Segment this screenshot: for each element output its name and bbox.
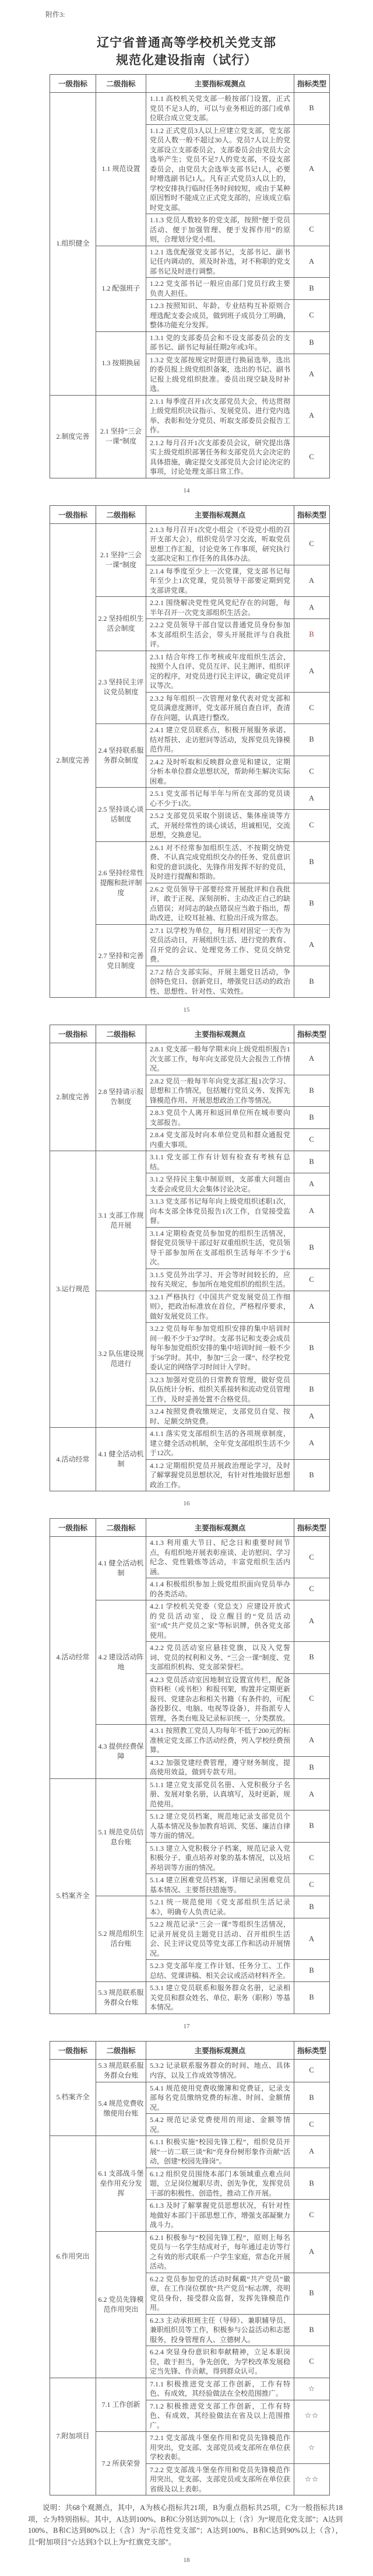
observation-cell: 2.1.1 每季度召开1次支部党员大会，传达贯彻上级党组织决议指示、发展党员、进行党内选举、表彰和处分党员、听取支部委员会报告工作。 — [146, 395, 294, 436]
column-header: 主要指标观测点 — [146, 505, 294, 523]
indicator-type-cell: A — [294, 1600, 330, 1642]
observation-cell: 3.2.1 严格执行《中国共产党发展党员工作细则》，把政治标准放在首位，严格程序要求，做好发展党员工作。 — [146, 1291, 294, 1323]
observation-cell: 5.1.1 建立党支部党员名册、入党积极分子名册、发展对象名册，认真填写，及时更新，规范使用。 — [146, 1778, 294, 1810]
indicator-table — [50, 505, 330, 998]
observation-cell: 6.2.4 突显身份意识和奉献精神，立足本职岗位，敢于担当，争先创优，为学校改革发展稳定当先锋、作贡献，得到群众认可。 — [146, 2346, 294, 2378]
table-row — [50, 1043, 330, 1075]
indicator-type-cell: A — [294, 1291, 330, 1323]
observation-cell: 5.4.2 规范记录党费使用的用途、金额等情况。 — [146, 2114, 294, 2136]
indicator-type-cell: B — [294, 1075, 330, 1107]
indicator-type-cell: B — [294, 724, 330, 756]
level1-indicator-cell: 7.附加项目 — [50, 2378, 96, 2495]
page-number: 16 — [183, 1500, 190, 1507]
header-row — [50, 2041, 330, 2059]
column-header: 指标类型 — [294, 1519, 330, 1537]
observation-cell: 2.3.2 每年组织一次管理对象代表对党支部和党员满意度测评，党支部开展自查自评，查清存在问题，认真进行整改。 — [146, 692, 294, 724]
observation-cell: 2.8.1 党支部一般每学期末向上级党组织报告1次支部工作，每年向支部党员大会报告工作情况。 — [146, 1043, 294, 1075]
column-header: 二级指标 — [96, 1025, 146, 1043]
indicator-type-cell: A — [294, 1778, 330, 1810]
table-row — [50, 1778, 330, 1810]
observation-cell: 2.8.3 党员个人离开和返回单位所在城市要向支部报告。 — [146, 1107, 294, 1129]
indicator-type-cell: C — [294, 756, 330, 788]
level2-indicator-cell: 5.4 规范党费收缴使用台账 — [96, 2082, 146, 2136]
indicator-type-cell: B — [294, 1896, 330, 1918]
column-header: 一级指标 — [50, 75, 96, 93]
indicator-type-cell: C — [294, 214, 330, 246]
indicator-type-cell: A — [294, 354, 330, 395]
indicator-type-cell: B — [294, 2082, 330, 2114]
indicator-type-cell: B — [294, 1960, 330, 1982]
column-header: 指标类型 — [294, 1025, 330, 1043]
observation-cell: 3.1.1 党支部工作有计划有检查有考核有总结。 — [146, 1151, 294, 1173]
indicator-table — [50, 1518, 330, 2014]
level2-indicator-cell: 3.2 队伍建设规范进行 — [96, 1291, 146, 1428]
indicator-type-cell: C — [294, 436, 330, 478]
observation-cell: 4.2.1 学校机关党委（党总支）应建设开放式的党员活动室，设立醒目的“党员活动室”或“共产党员之家”等标识牌，供各党支部使用。 — [146, 1600, 294, 1642]
level2-indicator-cell: 1.1 规范设置 — [96, 93, 146, 246]
indicator-table — [50, 74, 330, 478]
indicator-type-cell: A — [294, 2231, 330, 2273]
level2-indicator-cell: 1.2 配强班子 — [96, 246, 146, 331]
indicator-type-cell: C — [294, 1578, 330, 1600]
table-row — [50, 93, 330, 125]
level2-indicator-cell: 2.5 坚持谈心谈话制度 — [96, 788, 146, 842]
observation-cell: 3.1.2 坚持民主集中制原则，支部重大问题由支委会或党员大会集体讨论决定。 — [146, 1173, 294, 1196]
indicator-type-cell: C — [294, 1537, 330, 1578]
level2-indicator-cell: 4.2 建设活动阵地 — [96, 1600, 146, 1725]
observation-cell: 1.1.3 党员人数较多的党支部，按照“便于党员活动、便于加强管理、便于发挥作用”的原则，合理划分党小组。 — [146, 214, 294, 246]
indicator-type-cell: A — [294, 124, 330, 214]
level2-indicator-cell: 2.1 坚持“三会一课”制度 — [96, 395, 146, 478]
indicator-table — [50, 2041, 330, 2496]
level2-indicator-cell: 2.7 坚持和完善党日制度 — [96, 924, 146, 998]
level2-indicator-cell: 1.3 按期换届 — [96, 331, 146, 395]
observation-cell: 5.3.1 建立党员联系和服务群众名册，记录相关党员和群众姓名、单位、职务（职称）等基本情况。 — [146, 1982, 294, 2014]
observation-cell: 5.4.1 规范使用党费收缴簿和党费证，记录支部每名党员缴纳党费的标准、时间、金额情况。 — [146, 2082, 294, 2114]
observation-cell: 7.2.1 党支部战斗堡垒作用和党员先锋模范作用突出，党支部、支部党员或支部所在单位获学校表彰。 — [146, 2432, 294, 2464]
observation-cell: 4.2.2 党员活动室应悬挂党旗，以及入党誓词、党员的权利和义务、“三会一课”制度、党支部组织机构、党支部荣誉栏。 — [146, 1642, 294, 1674]
header-row — [50, 1519, 330, 1537]
column-header: 一级指标 — [50, 2041, 96, 2059]
level2-indicator-cell: 2.1 坚持“三会一课”制度 — [96, 523, 146, 597]
observation-cell: 5.2.3 党支部年度工作计划、任务分工、工作总结、党课讲稿、相关会议或活动材料齐全。 — [146, 1960, 294, 1982]
indicator-type-cell: B — [294, 883, 330, 924]
indicator-type-cell: C — [294, 523, 330, 565]
level2-indicator-cell: 3.1 支部工作规范开展 — [96, 1151, 146, 1291]
indicator-type-cell: B — [294, 619, 330, 651]
observation-cell: 7.1.2 积极推进党支部工作创新，工作有特色、有成效，其经验做法在省及以上范围推广。 — [146, 2400, 294, 2432]
observation-cell: 4.2.3 党员活动室因地制宜设置宣传栏，配备资料柜（或书柜）和报刊架，购置并定期更新报刊、党建杂志和相关书籍（有条件的，可配备投影仪、电脑、电视等设备），并指派专人管理，各类台账及记录标识统一，分类摆放。 — [146, 1673, 294, 1725]
observation-cell: 2.4.1 建立党员联系点，积极开展服务承诺、结对帮扶、走访慰问等活动，发挥党员先锋模范作用。 — [146, 724, 294, 756]
indicator-type-cell: B — [294, 278, 330, 300]
observation-cell: 5.1.4 建立困难党员档案，详细记录困难党员基本情况、主要帮扶措施等。 — [146, 1874, 294, 1896]
level2-indicator-cell: 4.1 健全活动机制 — [96, 1537, 146, 1600]
column-header: 主要指标观测点 — [146, 1519, 294, 1537]
level1-indicator-cell: 4.活动经常 — [50, 1428, 96, 1491]
observation-cell: 2.8.2 党员一般每半年向党支部汇报1次学习、思想和工作情况，包括履行党员义务、发挥先锋模范作用、开展思想政治工作等情况。 — [146, 1075, 294, 1107]
indicator-type-cell: C — [294, 2200, 330, 2232]
observation-cell: 4.3.1 按照教工党员人均每年不低于200元的标准核定党支部工作活动经费，列入学校经费预算。 — [146, 1725, 294, 1757]
level2-indicator-cell: 7.2 所获荣誉 — [96, 2432, 146, 2495]
table-segments — [0, 74, 373, 2570]
observation-cell: 2.4.2 及时听取和反映群众意见和建议，定期分析本单位群众思想状况，帮助师生解决实际困难。 — [146, 756, 294, 788]
column-header: 二级指标 — [96, 505, 146, 523]
indicator-type-cell: C — [294, 1129, 330, 1151]
indicator-type-cell: B — [294, 1982, 330, 2014]
table-row — [50, 2378, 330, 2400]
indicator-type-cell: C — [294, 1842, 330, 1874]
column-header: 一级指标 — [50, 1025, 96, 1043]
level2-indicator-cell: 5.3 规范联系服务群众台账 — [96, 2059, 146, 2082]
indicator-table — [50, 1025, 330, 1491]
observation-cell: 6.2.1 积极参与“校园先锋工程”，原则上每名党员与一名学生结成对子，每年通过走访等行之有效的形式联系一户学生家庭，常态化开展活动。 — [146, 2231, 294, 2273]
indicator-type-cell: A — [294, 1428, 330, 1460]
level1-indicator-cell: 6.作用突出 — [50, 2136, 96, 2378]
observation-cell: 4.1.1 落实党支部组织生活的各项规章制度，建立健全活动机制，全年党支部组织生活不少于12次。 — [146, 1428, 294, 1460]
observation-cell: 5.3.2 记录联系服务群众的时间、地点、具体内容，以及工作成效等情况。 — [146, 2059, 294, 2082]
header-row — [50, 1025, 330, 1043]
observation-cell: 2.1.4 每季度至少上一次党课，党支部书记每年至少上1次党课，党员领导干部要定期到党支部讲党课。 — [146, 565, 294, 597]
level2-indicator-cell: 6.1 支部战斗堡垒作用充分发挥 — [96, 2136, 146, 2232]
indicator-type-cell: C — [294, 810, 330, 842]
level1-indicator-cell: 1.组织健全 — [50, 93, 96, 396]
indicator-type-cell: B — [294, 966, 330, 998]
observation-cell: 5.1.2 建立党员档案，规范地记录支部党员个人基本情况及参加教育培训、奖惩、廉洁自律等方面的情况。 — [146, 1810, 294, 1843]
indicator-type-cell: B — [294, 2273, 330, 2314]
document-title-line2: 规范化建设指南（试行） — [116, 54, 257, 67]
indicator-type-cell: C — [294, 2114, 330, 2136]
observation-cell: 2.5.2 支部党员采取个别谈话、集体座谈等方式，开展经常性的谈心谈话，坦诚相见，交流思想，交换意见。 — [146, 810, 294, 842]
page-number: 15 — [183, 1006, 190, 1013]
indicator-type-cell: B — [294, 1373, 330, 1406]
column-header: 二级指标 — [96, 1519, 146, 1537]
column-header: 主要指标观测点 — [146, 1025, 294, 1043]
indicator-type-cell: B — [294, 1756, 330, 1778]
header-row — [50, 75, 330, 93]
observation-cell: 3.2.4 按照党费收缴规定，支部党员自觉、按时、足额交纳党费。 — [146, 1406, 294, 1428]
observation-cell: 5.1.3 建立入党积极分子档案，规范记录入党积极分子、重点培养对象的基本情况，以及培养培训等方面的情况。 — [146, 1842, 294, 1874]
note-text: 说明：共68个观测点，其中，A为核心指标共21项，B为重点指标共25项，C为一般指标共18项，☆为特别指标。其中，A达到100%、B和C分别达到70%以上（含）为“规范化党支部”；A达到100%、B和C达到80%以上（含）为“示范性党支部”；A达到100%、B和C达到90%以上（含），且“附加项目”☆达到3个以上为“红旗党支部”。 — [28, 2504, 343, 2546]
observation-cell: 2.6.1 对不经常参加组织生活、不按期交纳党费、不认真完成党组织交办的任务、党员意识和党的意识淡化、先锋作用发挥不好的党员，及时进行提醒和帮助。 — [146, 841, 294, 883]
indicator-type-cell: B — [294, 841, 330, 883]
observation-cell: 1.1.2 正式党员3人以上应建立党支部，党支部党员人数一般不超过30人。党员7人以上的党支部设立支部委员会，支部委员会由党员大会选举产生；党员不足7人的党支部，不设支部委员会，由党员大会选举支部书记1人，必要时增选副书记1人。凡有正式党员3人以上的，学校安排执行临时任务时间较短，或由于某种原因暂时不能成立正式党支部的，应该成立临时党支部。 — [146, 124, 294, 214]
observation-cell: 3.1.3 党支部书记每年向上级党组织述职1次，向本支部全体党员报告1次工作，自觉接受监督。 — [146, 1196, 294, 1228]
observation-cell: 7.2.2 党支部战斗堡垒作用和党员先锋模范作用突出，党支部、支部党员或支部所在单位获省级及以上表彰。 — [146, 2463, 294, 2495]
indicator-type-cell: B — [294, 1459, 330, 1491]
level1-indicator-cell: 2.制度完善 — [50, 523, 96, 998]
indicator-type-cell: A — [294, 651, 330, 692]
observation-cell: 1.1.1 高校机关党支部一般按部门设置，正式党员不足3人的，可以与业务相近的部门或单位联合成立党支部。 — [146, 93, 294, 125]
observation-cell: 6.1.2 组织党员围绕本部门本领域重点难点问题，立足岗位履职尽责、创先争优，发挥党员干部的积极性、创造性，推动工作开展。 — [146, 2168, 294, 2200]
indicator-type-cell: A — [294, 395, 330, 436]
column-header: 主要指标观测点 — [146, 75, 294, 93]
observation-cell: 2.6.2 党员领导干部要经常开展批评和自我批评，敢于正视、深刻剖析、主动改正自己的缺点错误；对同志的缺点错误应当敢于指出，帮助改进，让咬耳扯袖、红脸出汗成为常态。 — [146, 883, 294, 924]
observation-cell: 2.3.1 结合年终工作考核或年度组织生活会，按照个人自评、党员互评、民主测评、组织评定的程序，对党员进行民主评议，确定党员评议等次。 — [146, 651, 294, 692]
indicator-type-cell: B — [294, 93, 330, 125]
table-row — [50, 2059, 330, 2082]
table-row — [50, 395, 330, 436]
indicator-type-cell: A — [294, 924, 330, 966]
observation-cell: 4.1.2 定期组织党员开展政治理论学习，及时了解掌握党员思想状况，有针对性地做好思想政治工作。 — [146, 1459, 294, 1491]
indicator-type-cell: ☆ — [294, 2432, 330, 2464]
indicator-type-cell: B — [294, 1642, 330, 1674]
column-header: 指标类型 — [294, 505, 330, 523]
indicator-type-cell: A — [294, 1725, 330, 1757]
indicator-type-cell: A — [294, 1406, 330, 1428]
indicator-type-cell: B — [294, 2168, 330, 2200]
column-header: 一级指标 — [50, 1519, 96, 1537]
indicator-type-cell: A — [294, 565, 330, 597]
observation-cell: 6.2.2 党员参加党的活动时佩戴“共产党员”徽章，在工作岗位摆放“共产党员”标志牌，亮明党员身份，接受群众监督，发挥先锋模范作用。 — [146, 2273, 294, 2314]
page-number: 14 — [183, 487, 190, 494]
page-number: 17 — [183, 2022, 190, 2030]
table-row — [50, 1428, 330, 1460]
level2-indicator-cell: 2.8 坚持请示报告制度 — [96, 1043, 146, 1151]
observation-cell: 2.1.3 每月召开1次党小组会（不设党小组的召开支部大会），组织党员学习交流，听取党员思想工作汇报，讨论党务工作事项，研究执行支部决定和工作任务的具体办法。 — [146, 523, 294, 565]
indicator-type-cell: A — [294, 1918, 330, 1960]
observation-cell: 6.1.1 积极实施“校园先锋工程”，组织党员开展“一访二联三谈”和“亮身份树形象作贡献”活动，创建“校园先锋岗”。 — [146, 2136, 294, 2168]
attachment-label: 附件3: — [45, 11, 65, 19]
level1-indicator-cell: 2.制度完善 — [50, 395, 96, 478]
observation-cell: 6.1.3 及时了解掌握党员思想状况，有针对性地做好本部门干部思想工作，增强支部凝聚力战斗力。 — [146, 2200, 294, 2232]
observation-cell: 7.1.1 积极推进党支部工作创新，工作有特色、有成效，其经验做法在全校范围推广。 — [146, 2378, 294, 2400]
indicator-type-cell: B — [294, 1151, 330, 1173]
indicator-type-cell: ☆☆ — [294, 2400, 330, 2432]
indicator-type-cell: B — [294, 331, 330, 354]
level1-indicator-cell: 4.活动经常 — [50, 1537, 96, 1779]
indicator-type-cell: A — [294, 597, 330, 619]
indicator-type-cell: C — [294, 300, 330, 332]
level1-indicator-cell: 2.制度完善 — [50, 1043, 96, 1151]
indicator-type-cell: B — [294, 1323, 330, 1374]
observation-cell: 2.5.1 党支部书记每半年与所在支部的党员谈心不少于1次。 — [146, 788, 294, 810]
observation-cell: 4.3.2 加强党建经费管理，遵守财务制度，提高使用效益，做到专款专用。 — [146, 1756, 294, 1778]
indicator-type-cell: A — [294, 1196, 330, 1228]
column-header: 一级指标 — [50, 505, 96, 523]
observation-cell: 2.8.4 党支部及时向本单位党员和群众通报党内重大事项。 — [146, 1129, 294, 1151]
table-row — [50, 1537, 330, 1578]
header-row — [50, 505, 330, 523]
level2-indicator-cell: 5.2 规范组织生活台账 — [96, 1896, 146, 1982]
level2-indicator-cell: 6.2 党员先锋模范作用突出 — [96, 2231, 146, 2378]
level1-indicator-cell: 5.档案齐全 — [50, 2059, 96, 2136]
observation-cell: 4.1.3 利用重大节日、纪念日和重要时间节点，有组织地开展表彰座谈、走访慰问、学习纪念、党性锻炼等活动，丰富党组织生活内涵。 — [146, 1537, 294, 1578]
indicator-type-cell: ☆☆ — [294, 2463, 330, 2495]
indicator-type-cell: ☆ — [294, 2378, 330, 2400]
observation-cell: 1.2.1 选优配强党支部书记，支部书记、副书记任内调动的，须及时补选，对不称职的党支部书记及时进行调整。 — [146, 246, 294, 278]
column-header: 指标类型 — [294, 2041, 330, 2059]
indicator-type-cell: C — [294, 1673, 330, 1725]
indicator-type-cell: B — [294, 1227, 330, 1268]
level2-indicator-cell: 2.2 坚持组织生活会制度 — [96, 597, 146, 651]
observation-cell: 4.1.4 积极组织参加上级党组织面向党员举办的各类活动。 — [146, 1578, 294, 1600]
observation-cell: 6.2.3 主动承担班主任（导师）、兼职辅导员、兼职组织员等工作，积极参与公益活动和志愿服务，投身管理育人、立德树人。 — [146, 2314, 294, 2346]
indicator-type-cell: A — [294, 2136, 330, 2168]
level2-indicator-cell: 5.1 规范党员信息台账 — [96, 1778, 146, 1896]
indicator-type-cell: A — [294, 246, 330, 278]
document-title-line1: 辽宁省普通高等学校机关党支部 — [97, 36, 276, 50]
indicator-type-cell: C — [294, 2346, 330, 2378]
observation-cell: 1.2.2 党支部书记一般应由部门党员行政主要负责人担任。 — [146, 278, 294, 300]
indicator-type-cell: A — [294, 1173, 330, 1196]
observation-cell: 5.2.2 规范记录“三会一课”等组织生活情况，记录开展党员主题党日活动、召开组织生活会、民主评议党员等党支部工作和活动开展情况。 — [146, 1918, 294, 1960]
table-row — [50, 2136, 330, 2168]
observation-cell: 3.2.3 加强对党员的日常教育管理，做好党员队伍统计分析、组织关系接转和流动党员管理工作，及时妥善处置不合格党员。 — [146, 1373, 294, 1406]
indicator-type-cell: C — [294, 1874, 330, 1896]
level1-indicator-cell: 5.档案齐全 — [50, 1778, 96, 2014]
indicator-type-cell: B — [294, 1810, 330, 1843]
observation-cell: 2.2.2 党员领导干部自觉以普通党员身份参加本支部组织生活会，带头开展批评与自我批评。 — [146, 619, 294, 651]
observation-cell: 3.1.4 定期检查党员参加党的组织生活情况，督促党员领导干部过好双重组织生活，党员领导干部参加所在支部组织生活每年不少于6次。 — [146, 1227, 294, 1268]
indicator-type-cell: C — [294, 1268, 330, 1291]
level2-indicator-cell: 7.1 工作创新 — [96, 2378, 146, 2432]
indicator-type-cell: B — [294, 1107, 330, 1129]
observation-cell: 3.2.2 党员每年参加党组织安排的集中培训时间一般不少于32学时。支部书记和支委会成员每年参加党组织安排的集中培训时间一般不少于56学时。其中，参加“三会一课”、经学校党委认定的网络学习时间计入学时。 — [146, 1323, 294, 1374]
observation-cell: 2.7.1 以学校为单位，每月相对固定一天作为党员活动日，开展组织生活、进行党的教育、召开党的会议、处理党务工作、党员交纳党费。 — [146, 924, 294, 966]
column-header: 指标类型 — [294, 75, 330, 93]
level2-indicator-cell: 2.6 坚持经常性提醒和批评制度 — [96, 841, 146, 924]
indicator-type-cell: C — [294, 2059, 330, 2082]
observation-cell: 2.2.1 围绕解决党性党风党纪存在的问题，每半年召开一次党支部组织生活会。 — [146, 597, 294, 619]
observation-cell: 2.7.2 结合支部实际，开展主题党日活动，争创特色党日、创新党日，增强党日活动的政治性、思想性、针对性、实效性。 — [146, 966, 294, 998]
indicator-type-cell: C — [294, 692, 330, 724]
observation-cell: 5.2.1 统一规范使用《党支部组织生活记录本》，明确专人负责记录。 — [146, 1896, 294, 1918]
observation-cell: 3.1.5 党员外出学习、开会等时间较长的，应按有关规定，参加所在地党组织的组织生活。 — [146, 1268, 294, 1291]
table-row — [50, 523, 330, 565]
level1-indicator-cell: 3.运行规范 — [50, 1151, 96, 1428]
indicator-type-cell: A — [294, 1043, 330, 1075]
level2-indicator-cell: 2.4 坚持联系服务群众制度 — [96, 724, 146, 788]
page-number: 18 — [183, 2557, 190, 2564]
column-header: 二级指标 — [96, 2041, 146, 2059]
indicator-type-cell: B — [294, 2314, 330, 2346]
level2-indicator-cell: 4.3 提供经费保障 — [96, 1725, 146, 1779]
level2-indicator-cell: 4.1 健全活动机制 — [96, 1428, 146, 1491]
level2-indicator-cell: 5.3 规范联系服务群众台账 — [96, 1982, 146, 2014]
column-header: 二级指标 — [96, 75, 146, 93]
observation-cell: 1.3.1 党的支部委员会和不设支部委员会的支部书记、副书记每届任期2年或3年。 — [146, 331, 294, 354]
observation-cell: 1.3.2 党支部按规定时限进行换届选举，选出的委员报上级党组织备案，选出的书记、副书记报上级党组织批准。委员出现空缺及时补选。 — [146, 354, 294, 395]
level2-indicator-cell: 2.3 坚持民主评议党员制度 — [96, 651, 146, 724]
observation-cell: 1.2.3 按照知识、年龄、专业结构互补原则合理选配支委会成员，做到班子成员分工明确，整体功能充分发挥。 — [146, 300, 294, 332]
document-title — [0, 34, 373, 69]
table-row — [50, 1151, 330, 1173]
indicator-type-cell: A — [294, 788, 330, 810]
column-header: 主要指标观测点 — [146, 2041, 294, 2059]
observation-cell: 2.1.2 每月召开1次支部委员会议，研究提出落实上级党组织部署任务和支部党员大会决定的具体措施，确定提交支部党员大会讨论决定的事项，讨论处理支部日常工作。 — [146, 436, 294, 478]
